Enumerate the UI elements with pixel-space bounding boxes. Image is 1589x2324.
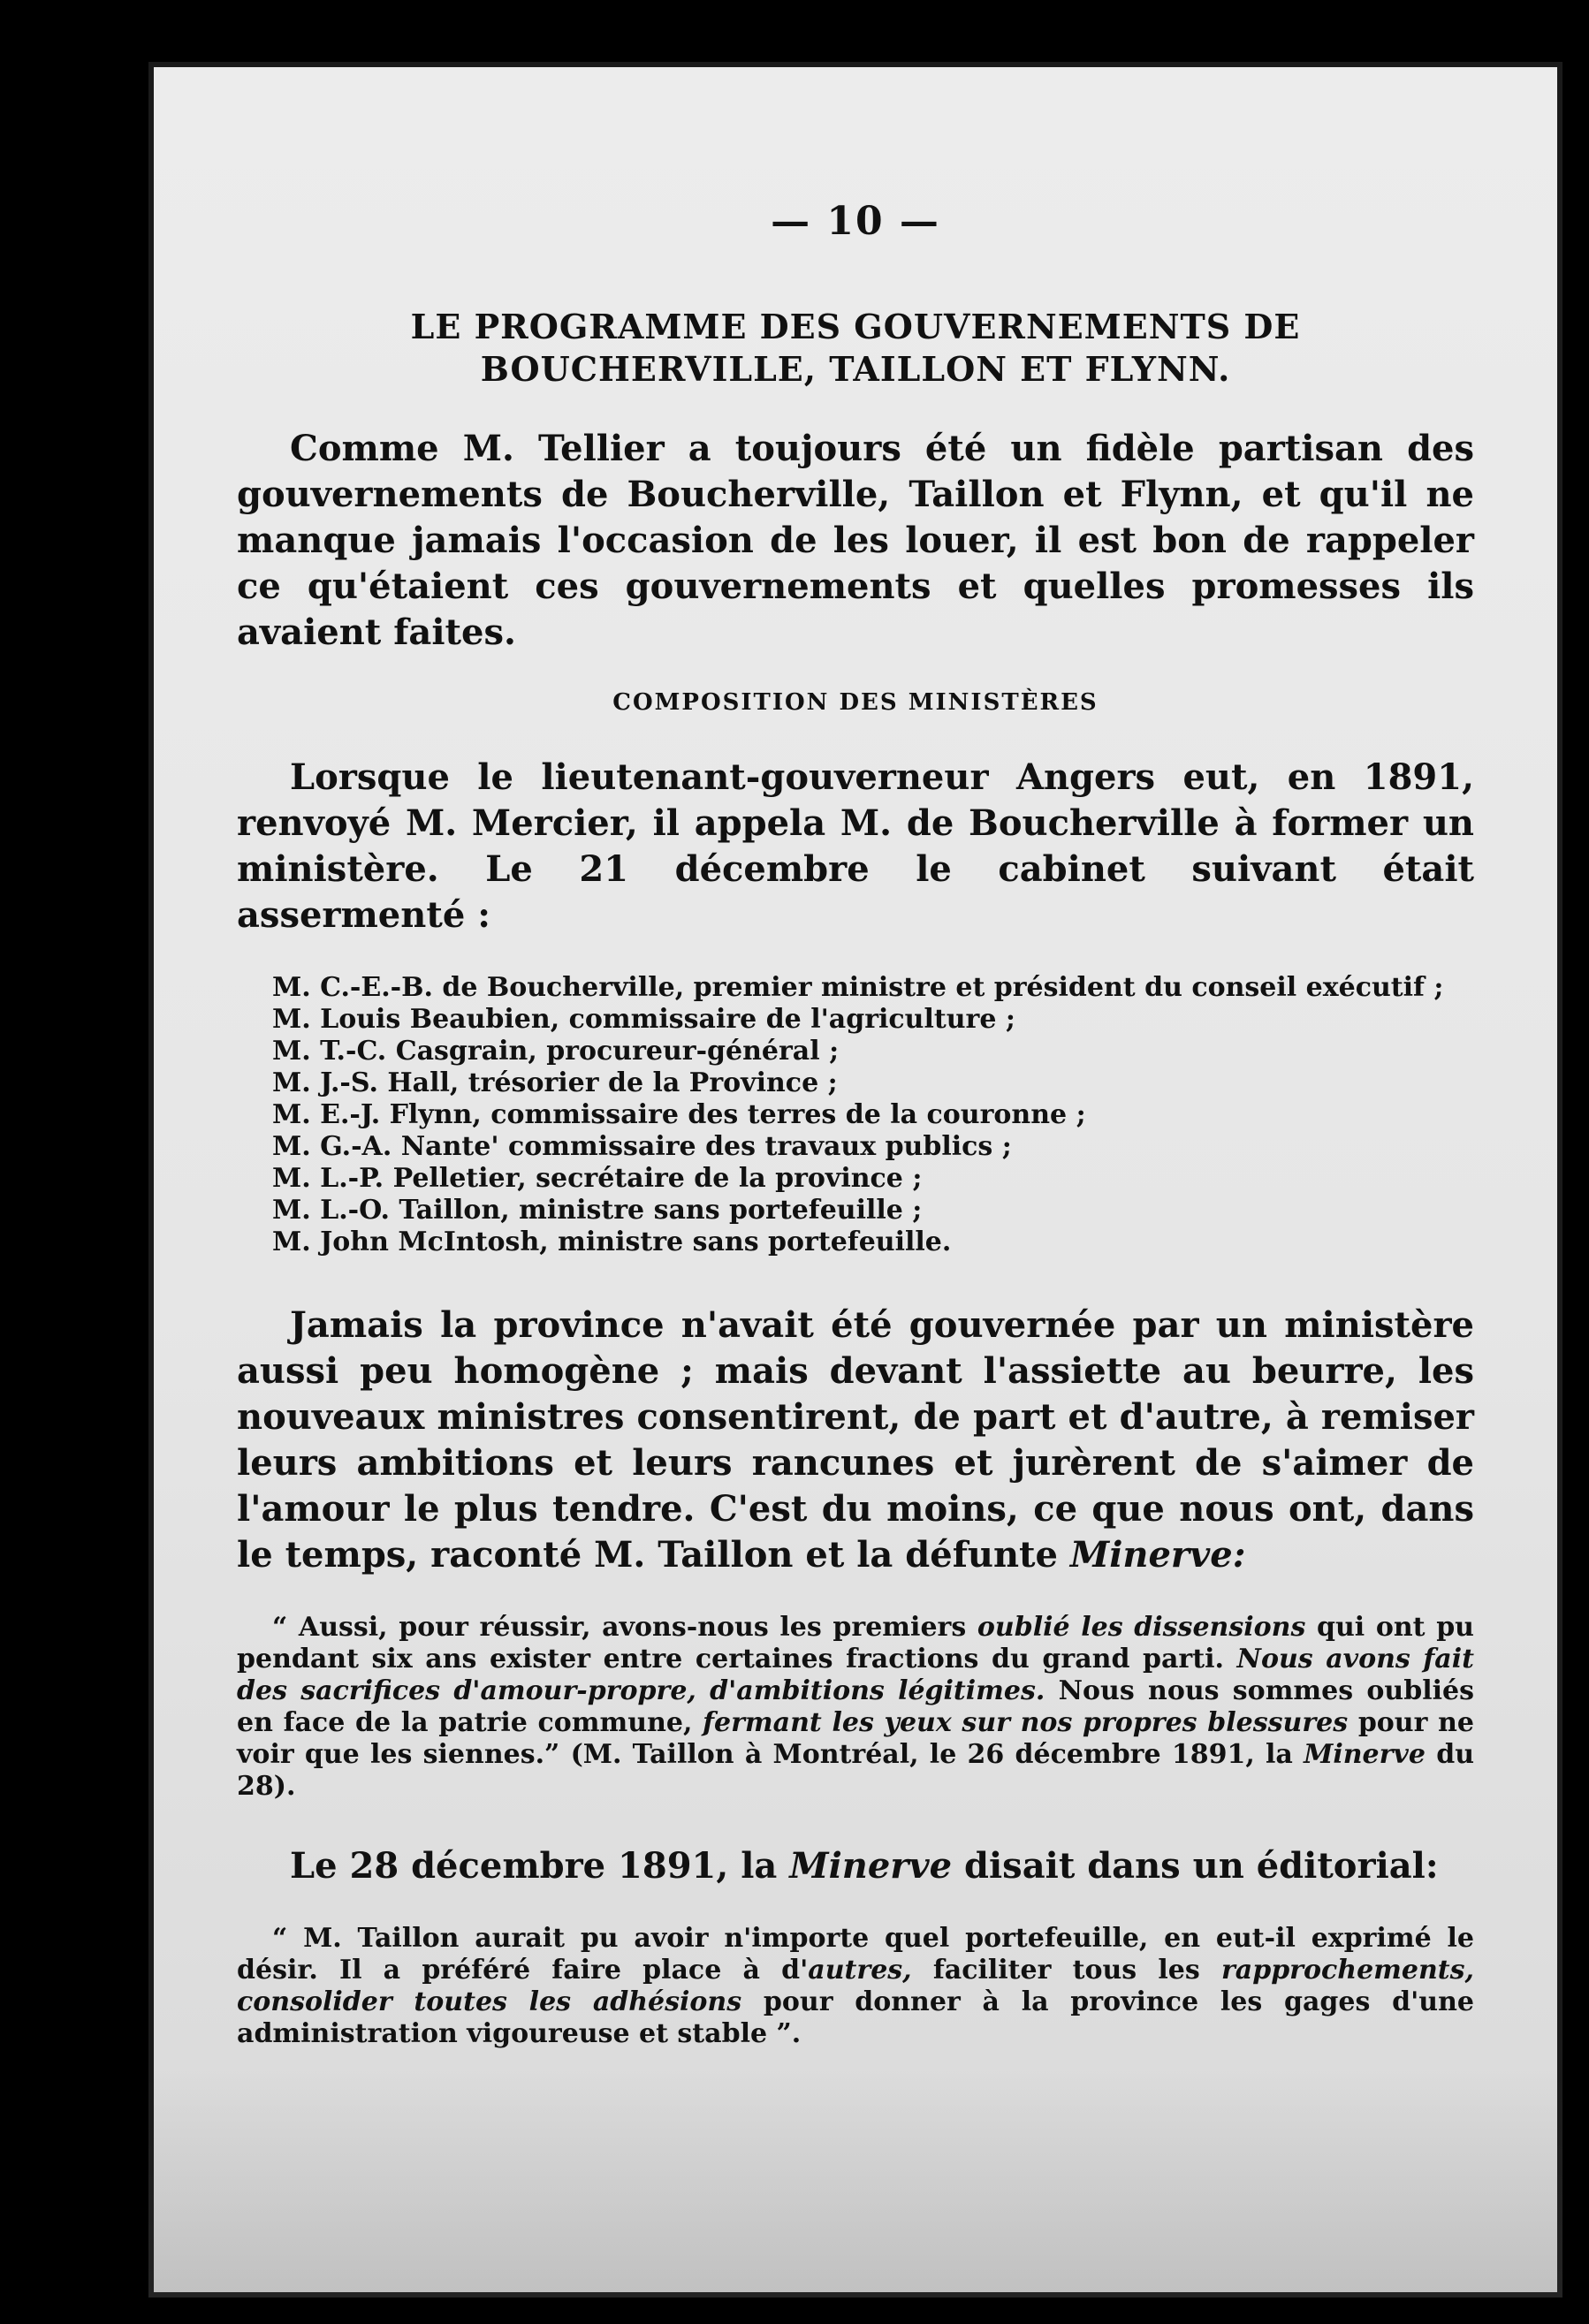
minister-item: M. Louis Beaubien, commissaire de l'agriculture ; [272,1004,1015,1035]
quote2-italic2: rapprochements, consolider toutes les adhésions [237,1955,1474,2017]
page-sheet [148,62,1562,2297]
minister-item: M. T.-C. Casgrain, procureur-général ; [272,1036,840,1067]
quote2-part3: pour donner à la province les gages d'une administration vigoureuse et stable ”. [237,1986,1474,2049]
minister-item: M. J.-S. Hall, trésorier de la Province ; [272,1067,838,1098]
jamais-paragraph [237,1303,1474,1578]
minister-item: M. E.-J. Flynn, commissaire des terres de la couronne ; [272,1099,1086,1130]
quote1-part1: “ Aussi, pour réussir, avons-nous les premiers [272,1612,967,1643]
minerve-part1: Le 28 décembre 1891, la [290,1845,778,1887]
quote1-italic3: fermant les yeux sur nos propres blessures [703,1707,1349,1738]
page-title: LE PROGRAMME DES GOUVERNEMENTS DE BOUCHERVILLE, TAILLON ET FLYNN. [410,307,1301,389]
quote1-part2: qui ont pu pendant six ans exister entre certaines fractions du grand parti. [237,1612,1474,1675]
minister-item: M. L.-O. Taillon, ministre sans portefeuille ; [272,1195,923,1226]
composition-paragraph: Lorsque le lieutenant-gouverneur Angers eut, en 1891, renvoyé M. Mercier, il appela M. de Boucherville à former un ministère. Le 21 décembre le cabinet suivant était assermenté : [237,756,1474,936]
quote-taillon [237,1612,1474,1803]
minister-item: M. C.-E.-B. de Boucherville, premier ministre et président du conseil exécutif ; [272,972,1444,1003]
minister-item: M. John McIntosh, ministre sans portefeuille. [272,1227,952,1257]
quote2-part2: faciliter tous les [932,1955,1200,1986]
quote1-italic4: Minerve [1304,1739,1426,1770]
quote2-part1: “ M. Taillon aurait pu avoir n'importe quel portefeuille, en eut-il exprimé le désir. Il a préféré faire place à d' [237,1923,1474,1986]
quote1-italic1: oublié les dissensions [977,1612,1306,1643]
quote1-part5: du 28). [237,1739,1475,1802]
page-content [237,199,1474,2091]
minerve-part2: disait dans un éditorial: [964,1845,1439,1887]
page-number: — 10 — [771,199,940,244]
minerve-paragraph [237,1843,1474,1889]
intro-paragraph: Comme M. Tellier a toujours été un fidèle partisan des gouvernements de Boucherville, Taillon et Flynn, et qu'il ne manque jamais l'occasion de les louer, il est bon de rappeler ce qu'étaient ces gouvernements et quelles promesses ils avaient faites. [237,428,1474,653]
minister-item: M. G.-A. Nante' commissaire des travaux publics ; [272,1131,1012,1162]
quote2-italic1: autres, [808,1955,912,1986]
jamais-text: Jamais la province n'avait été gouvernée par un ministère aussi peu homogène ; mais devant l'assiette au beurre, les nouveaux ministres consentirent, de part et d'autre, à remiser leurs ambitions et leurs rancunes et jurèrent de s'aimer de l'amour le plus tendre. C'est du moins, ce que nous ont, dans le temps, raconté M. Taillon et la défunte [237,1304,1474,1576]
quote1-italic2: Nous avons fait des sacrifices d'amour-propre, d'ambitions légitimes. [237,1644,1474,1706]
ministers-list [237,972,1474,1258]
quote1-part3: Nous nous sommes oubliés en face de la patrie commune, [237,1675,1474,1738]
quote-minerve [237,1923,1474,2050]
section-heading: COMPOSITION DES MINISTÈRES [612,689,1099,716]
minerve-italic: Minerve [789,1845,953,1887]
jamais-italic: Minerve: [1069,1534,1246,1576]
quote1-part4: pour ne voir que les siennes.” (M. Taillon à Montréal, le 26 décembre 1891, la [237,1707,1475,1770]
minister-item: M. L.-P. Pelletier, secrétaire de la province ; [272,1163,923,1194]
